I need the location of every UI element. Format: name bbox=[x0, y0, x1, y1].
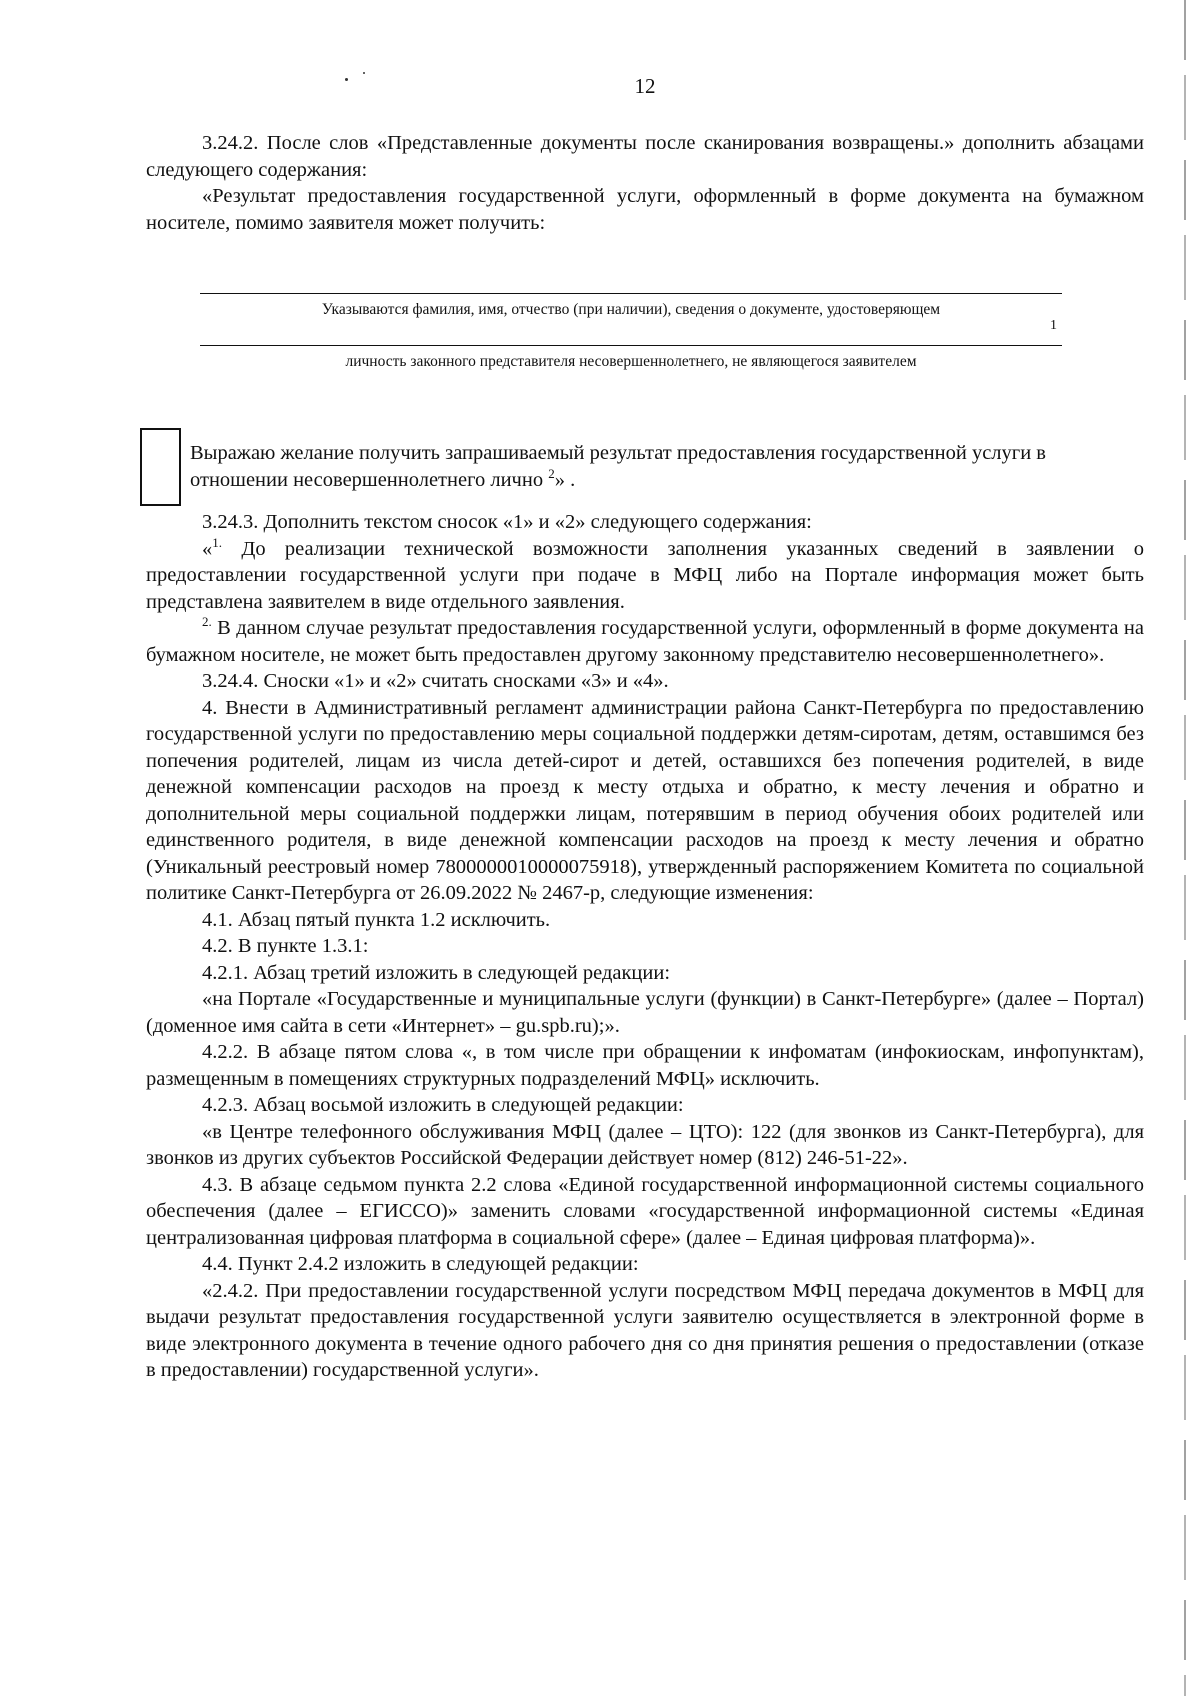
paragraph-p42: 4.2. В пункте 1.3.1: bbox=[202, 935, 369, 957]
form-footnote-mark: 1 bbox=[1050, 318, 1057, 333]
paragraph-fn1 bbox=[146, 536, 1144, 616]
checkbox-label-tail: » . bbox=[554, 468, 576, 491]
page-number: 12 bbox=[634, 74, 656, 98]
paragraph-p44: 4.4. Пункт 2.4.2 изложить в следующей редакции: bbox=[202, 1253, 639, 1275]
paragraph-p422: 4.2.2. В абзаце пятом слова «, в том числе при обращении к инфоматам (инфокиоскам, инфопунктам), размещенным в помещениях структурных подразделений МФЦ» исключить. bbox=[146, 1041, 1144, 1090]
paragraph-3-24-2: 3.24.2. После слов «Представленные документы после сканирования возвращены.» дополнить абзацами следующего содержания: bbox=[146, 132, 1144, 181]
paragraph-p421q: «на Портале «Государственные и муниципальные услуги (функции) в Санкт-Петербурге» (далее – Портал) (доменное имя сайта в сети «Интернет» – gu.spb.ru);». bbox=[146, 988, 1144, 1037]
footnote-text: В данном случае результат предоставления государственной услуги, оформленный в форме документа на бумажном носителе, не может быть предоставлен другому законному представителю несовершеннолетнего». bbox=[146, 617, 1144, 666]
paragraph-p423: 4.2.3. Абзац восьмой изложить в следующей редакции: bbox=[202, 1094, 684, 1116]
paragraph-p43: 4.3. В абзаце седьмом пункта 2.2 слова «Единой государственной информационной системы социального обеспечения (далее – ЕГИССО)» заменить словами «государственной информационной системы «Единая централизованная цифровая платформа в социальной сфере» (далее – Единая цифровая платформа)». bbox=[146, 1173, 1144, 1249]
paragraph-p421: 4.2.1. Абзац третий изложить в следующей редакции: bbox=[202, 961, 671, 984]
paragraph-p442q: «2.4.2. При предоставлении государственной услуги посредством МФЦ передача документов в МФЦ для выдачи результат предоставления государственной услуги заявителю осуществляется в электронной форме в виде электронного документа в течение одного рабочего дня со дня принятия решения о предоставлении (отказе в предоставлении) государственной услуги». bbox=[146, 1279, 1144, 1381]
paragraph-p41: 4.1. Абзац пятый пункта 1.2 исключить. bbox=[202, 908, 551, 931]
paragraph-p3243: 3.24.3. Дополнить текстом сносок «1» и «2» следующего содержания: bbox=[202, 511, 812, 533]
representative-form-field-2 bbox=[200, 345, 1062, 372]
form-line-2 bbox=[200, 345, 1062, 346]
form-caption-1: Указываются фамилия, имя, отчество (при наличии), сведения о документе, удостоверяющем bbox=[321, 301, 941, 318]
form-caption-2: личность законного представителя несовершеннолетнего, не являющегося заявителем bbox=[345, 353, 917, 370]
form-line-1 bbox=[200, 293, 1062, 294]
checkbox-label: Выражаю желание получить запрашиваемый результат предоставления государственной услуги в отношении несовершеннолетнего лично bbox=[190, 442, 1046, 491]
footnote-number: 2. bbox=[202, 614, 212, 630]
personal-receipt-text bbox=[190, 440, 1046, 493]
footnote-number: 1. bbox=[212, 534, 222, 550]
footnote-text: До реализации технической возможности заполнения указанных сведений в заявлении о предоставлении государственной услуги при подаче в МФЦ либо на Портале информация может быть представлена заявителем в виде отдельного заявления. bbox=[146, 537, 1144, 613]
representative-form-field bbox=[200, 293, 1062, 320]
paragraph-p423q: «в Центре телефонного обслуживания МФЦ (далее – ЦТО): 122 (для звонков из Санкт-Петербурга), для звонков из других субъектов Российской Федерации действует номер (812) 246-51-22». bbox=[146, 1120, 1144, 1169]
section-3-24-2 bbox=[146, 130, 1144, 236]
paragraph-fn2 bbox=[146, 615, 1144, 668]
paragraph-p3244: 3.24.4. Сноски «1» и «2» считать сносками «3» и «4». bbox=[202, 670, 669, 692]
footnote-ref-2: 2 bbox=[548, 465, 555, 481]
paragraph-p4: 4. Внести в Административный регламент администрации района Санкт-Петербурга по предоставлению государственной услуги по предоставлению меры социальной поддержки детям-сиротам, детям, оставшимся без попечения родителей, лицам из числа детей-сирот и детей, оставшихся без попечения родителей, в виде денежной компенсации расходов на проезд к месту отдыха и обратно, к месту лечения и обратно и дополнительной меры социальной поддержки лицам, потерявшим в период обучения обоих родителей или единственного родителя, в виде денежной компенсации расходов на проезд к месту лечения и обратно (Уникальный реестровый номер 7800000010000075918), утвержденный распоряжением Комитета по социальной политике Санкт-Петербурга от 26.09.2022 № 2467-р, следующие изменения: bbox=[146, 696, 1144, 904]
personal-receipt-checkbox[interactable] bbox=[140, 428, 181, 506]
quote-open: « bbox=[202, 537, 213, 560]
main-text bbox=[146, 509, 1144, 1384]
scan-edge-line bbox=[1184, 0, 1186, 1696]
paragraph-result-receivers: «Результат предоставления государственной услуги, оформленный в форме документа на бумажном носителе, помимо заявителя может получить: bbox=[146, 185, 1144, 234]
